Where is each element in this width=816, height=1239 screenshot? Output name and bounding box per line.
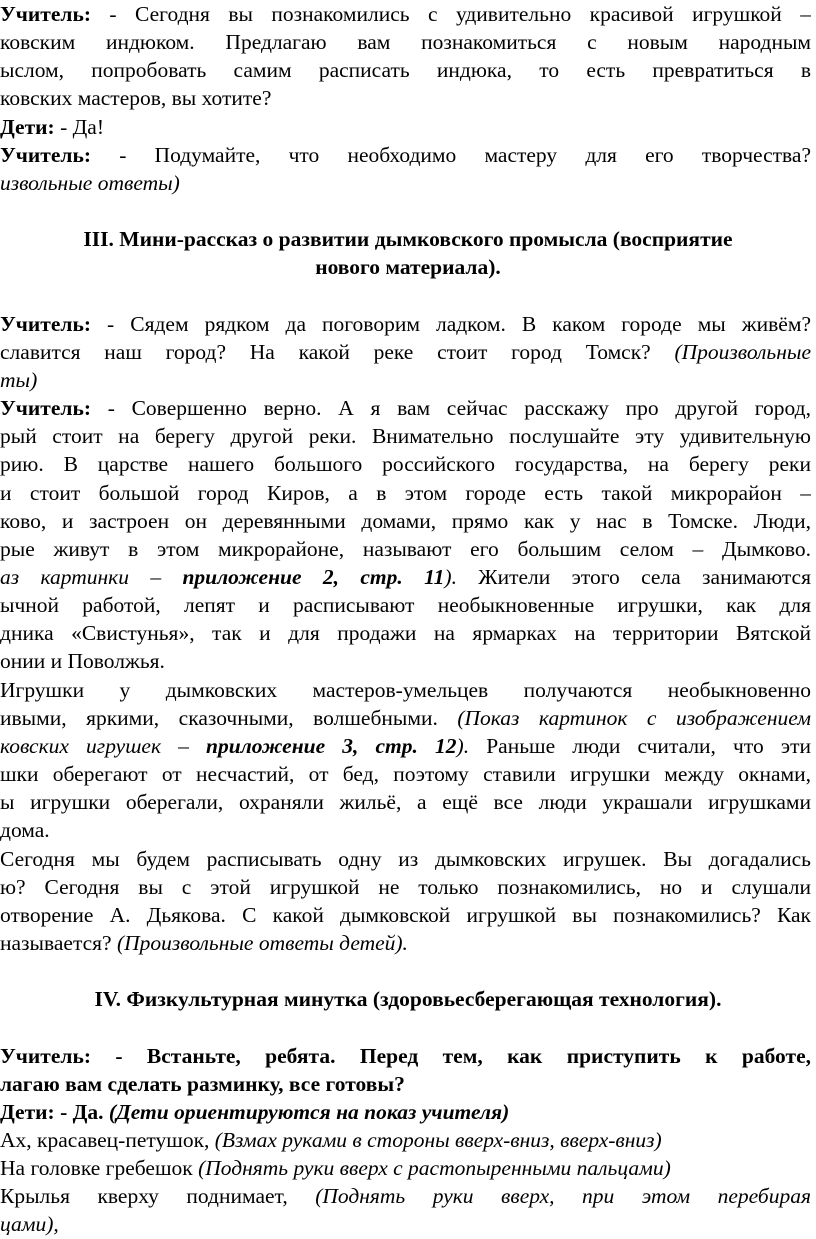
text-segment: ты) — [0, 367, 38, 392]
text-segment: шки оберегают от несчастий, от бед, поэтому ставили игрушки между окнами, — [0, 762, 811, 787]
text-segment: ковских мастеров, вы хотите? — [0, 86, 272, 111]
text-line — [0, 1070, 811, 1099]
text-segment: ). — [456, 733, 470, 758]
text-line — [0, 1042, 811, 1071]
text-line — [0, 1210, 811, 1239]
text-segment: ковских игрушек – — [0, 733, 207, 758]
text-line — [0, 929, 811, 958]
text-line — [0, 338, 811, 367]
text-line — [0, 788, 811, 817]
text-line — [0, 113, 811, 142]
text-segment: (Дети ориентируются на показ учителя) — [108, 1099, 510, 1124]
text-segment: (Произвольные ответы детей). — [116, 930, 408, 955]
text-segment: ю? Сегодня вы с этой игрушкой не только познакомились, но и слушали — [0, 874, 811, 899]
text-segment: (Взмах руками в стороны вверх-вниз, вверх-вниз) — [214, 1128, 662, 1152]
text-segment: - Сегодня вы познакомились с удивительно красивой игрушкой – — [91, 2, 811, 26]
text-segment: III. Мини-рассказ о развитии дымковского промысла (восприятие — [83, 227, 733, 252]
text-segment: называется? — [0, 930, 117, 955]
text-segment: Крылья кверху поднимает, — [0, 1184, 316, 1209]
text-segment: нового материала). — [315, 255, 501, 280]
text-line — [0, 1098, 811, 1127]
text-segment: славится наш город? На какой реке стоит город Томск? — [0, 339, 675, 364]
text-segment: ково, и застроен он деревянными домами, прямо как у нас в Томске. Люди, — [0, 508, 811, 533]
text-segment: ). — [444, 565, 457, 589]
text-segment: ычной работой, лепят и расписывают необыкновенные игрушки, как для — [0, 593, 811, 618]
text-segment: На головке гребешок — [0, 1156, 199, 1181]
text-line — [0, 84, 811, 113]
text-segment: IV. Физкультурная минутка (здоровьесберегающая технология). — [94, 987, 722, 1012]
text-segment: Учитель: — [0, 142, 91, 167]
text-line — [0, 169, 811, 198]
text-line — [0, 479, 811, 508]
text-segment: извольные ответы) — [0, 170, 180, 195]
text-line — [0, 845, 811, 874]
text-line — [0, 394, 811, 423]
text-line — [0, 619, 811, 648]
text-line — [0, 563, 811, 592]
text-segment: отворение А. Дьякова. С какой дымковской игрушкой вы познакомились? Как — [0, 902, 811, 927]
text-line — [0, 901, 811, 930]
text-segment: лагаю вам сделать разминку, все готовы? — [0, 1071, 405, 1096]
text-line — [0, 0, 811, 29]
text-segment: дника «Свистунья», так и для продажи на ярмарках на территории Вятской — [0, 621, 811, 646]
text-line — [0, 225, 816, 254]
text-segment: ыслом, попробовать самим расписать индюка, то есть превратиться в — [0, 58, 811, 83]
text-segment: дома. — [0, 818, 50, 843]
text-line — [0, 760, 811, 789]
text-line — [0, 253, 816, 282]
text-segment: (Показ картинок с изображением — [457, 705, 811, 730]
text-line — [0, 816, 811, 845]
text-segment: Учитель: - Встаньте, ребята. Перед тем, как приступить к работе, — [0, 1043, 811, 1068]
text-line — [0, 1126, 811, 1155]
text-line — [0, 197, 811, 226]
text-segment: Жители этого села занимаются — [456, 565, 811, 589]
text-line — [0, 141, 811, 170]
text-line — [0, 732, 811, 761]
text-line — [0, 1154, 811, 1183]
text-segment: - Да! — [54, 114, 104, 139]
text-segment: Ах, красавец-петушок, — [0, 1128, 215, 1152]
text-line — [0, 957, 811, 986]
text-line — [0, 985, 816, 1014]
text-segment: (Произвольные — [674, 339, 811, 364]
text-segment: ы игрушки оберегали, охраняли жильё, а ещё все люди украшали игрушками — [0, 790, 811, 815]
text-line — [0, 591, 811, 620]
text-segment: Учитель: — [0, 396, 91, 421]
text-line — [0, 676, 811, 705]
text-segment: аз картинки – — [0, 565, 183, 589]
text-segment: приложение 2, стр. 11 — [182, 565, 445, 589]
text-segment: ковским индюком. Предлагаю вам познакомиться с новым народным — [0, 30, 811, 55]
text-line — [0, 282, 811, 311]
text-segment: (Поднять руки вверх, при этом перебирая — [315, 1184, 811, 1209]
text-line — [0, 56, 811, 85]
text-segment: и стоит большой город Киров, а в этом городе есть такой микрорайон – — [0, 480, 811, 505]
text-segment: приложение 3, стр. 12 — [206, 733, 457, 758]
text-segment: - Сядем рядком да поговорим ладком. В каком городе мы живём? — [91, 311, 811, 336]
text-segment: ивыми, яркими, сказочными, волшебными. — [0, 705, 458, 730]
text-segment: Игрушки у дымковских мастеров-умельцев получаются необыкновенно — [0, 677, 811, 702]
text-line — [0, 1013, 811, 1042]
text-line — [0, 310, 811, 339]
text-line — [0, 647, 811, 676]
text-line — [0, 873, 811, 902]
text-line — [0, 422, 811, 451]
text-line — [0, 450, 811, 479]
text-segment: Дети: — [0, 114, 55, 139]
text-line — [0, 1182, 811, 1211]
text-segment: рый стоит на берегу другой реки. Внимательно послушайте эту удивительную — [0, 424, 811, 449]
text-segment: - Подумайте, что необходимо мастеру для его творчества? — [91, 142, 811, 167]
text-segment: рию. В царстве нашего большого российского государства, на берегу реки — [0, 452, 811, 477]
text-segment: (Поднять руки вверх с растопыренными пальцами) — [198, 1156, 671, 1181]
text-segment: Раньше люди считали, что эти — [469, 733, 811, 758]
text-line — [0, 507, 811, 536]
text-segment: рые живут в этом микрорайоне, называют его большим селом – Дымково. — [0, 536, 811, 561]
text-segment: цами), — [0, 1212, 59, 1237]
text-segment: Учитель: — [0, 311, 91, 336]
text-line — [0, 535, 811, 564]
text-line — [0, 366, 811, 395]
text-segment: - Совершенно верно. А я вам сейчас расскажу про другой город, — [91, 396, 811, 421]
text-segment: Сегодня мы будем расписывать одну из дымковских игрушек. Вы догадались — [0, 846, 811, 871]
text-line — [0, 28, 811, 57]
text-segment: Дети: - Да. — [0, 1099, 109, 1124]
text-line — [0, 704, 811, 733]
text-segment: онии и Поволжья. — [0, 649, 165, 674]
text-segment: Учитель: — [0, 2, 91, 26]
